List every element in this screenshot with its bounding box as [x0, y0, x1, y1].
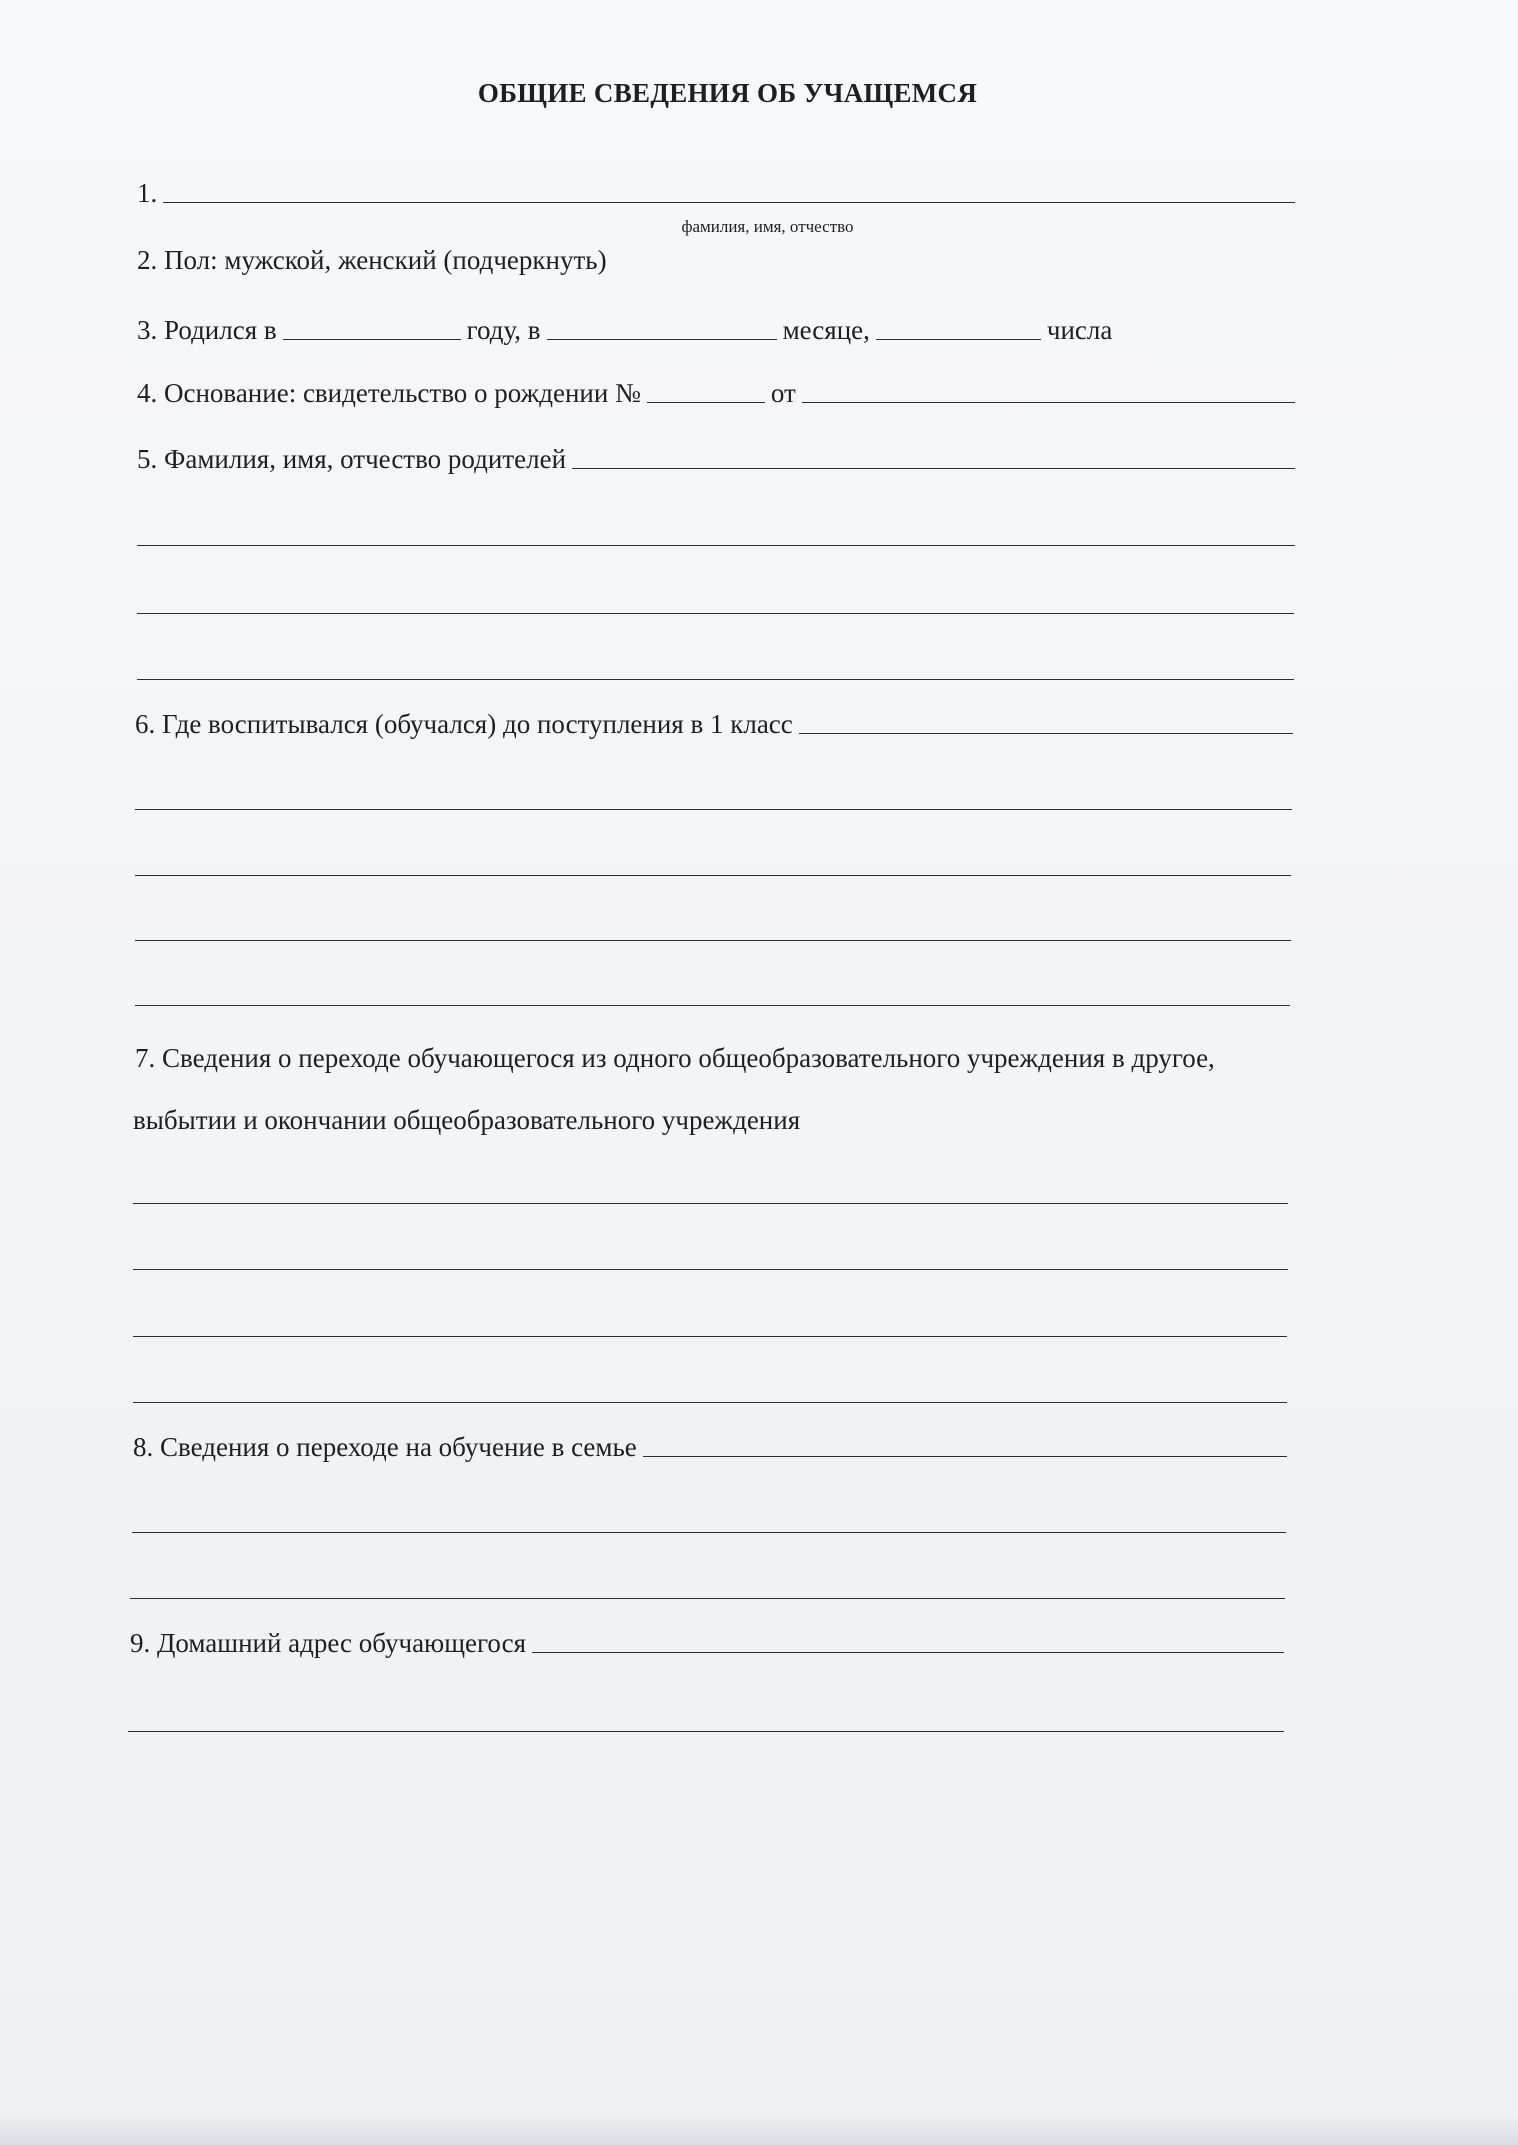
field-1-label: 1. [137, 178, 158, 208]
field-5-label: 5. Фамилия, имя, отчество родителей [137, 444, 567, 474]
field-parents-names [137, 444, 1295, 475]
field-6-label: 6. Где воспитывался (обучался) до поступления в 1 класс [135, 709, 793, 739]
family-education-line-2[interactable] [132, 1532, 1286, 1533]
family-education-line-1[interactable] [643, 1434, 1287, 1457]
field-7-label-line-1: 7. Сведения о переходе обучающегося из одного общеобразовательного учреждения в другое, [135, 1043, 1215, 1073]
parents-line-2[interactable] [137, 545, 1295, 546]
field-birth-certificate [137, 378, 1295, 409]
full-name-line[interactable] [163, 180, 1295, 203]
previous-education-line-2[interactable] [135, 809, 1292, 810]
field-previous-education [135, 709, 1293, 740]
field-family-education [133, 1432, 1287, 1463]
family-education-line-3[interactable] [130, 1598, 1285, 1599]
field-2-label: 2. Пол: мужской, женский (подчеркнуть) [137, 245, 607, 275]
field-gender[interactable] [137, 245, 607, 276]
home-address-line-1[interactable] [532, 1630, 1284, 1653]
home-address-line-2[interactable] [128, 1731, 1284, 1732]
field-7-label-line-2: выбытии и окончании общеобразовательного учреждения [133, 1105, 801, 1135]
previous-education-line-1[interactable] [799, 711, 1293, 734]
full-name-caption: фамилия, имя, отчество [681, 217, 854, 236]
page-title: ОБЩИЕ СВЕДЕНИЯ ОБ УЧАЩЕМСЯ [477, 78, 978, 108]
field-transfer-info-cont [133, 1105, 800, 1136]
transfer-line-2[interactable] [133, 1269, 1288, 1270]
page-bottom-edge [0, 2118, 1518, 2145]
birth-month-text: месяце, [782, 315, 870, 345]
field-transfer-info [135, 1043, 1215, 1074]
previous-education-line-3[interactable] [135, 875, 1291, 876]
certificate-date-line[interactable] [802, 380, 1295, 403]
previous-education-line-4[interactable] [135, 940, 1291, 941]
certificate-number-line[interactable] [647, 380, 765, 403]
parents-line-1[interactable] [572, 446, 1295, 469]
field-4-label: 4. Основание: свидетельство о рождении № [137, 378, 641, 408]
parents-line-4[interactable] [137, 679, 1294, 680]
previous-education-line-5[interactable] [135, 1005, 1290, 1006]
birth-day-text: числа [1046, 315, 1113, 345]
transfer-line-3[interactable] [133, 1336, 1287, 1337]
birth-year-line[interactable] [283, 317, 461, 340]
certificate-from-text: от [770, 378, 796, 408]
field-full-name[interactable] [137, 178, 1295, 209]
birth-day-line[interactable] [876, 317, 1041, 340]
field-3-label: 3. Родился в [137, 315, 277, 345]
field-home-address [130, 1628, 1284, 1659]
transfer-line-4[interactable] [133, 1402, 1287, 1403]
birth-year-text: году, в [466, 315, 541, 345]
birth-month-line[interactable] [547, 317, 777, 340]
field-9-label: 9. Домашний адрес обучающегося [130, 1628, 526, 1658]
field-birth-date [137, 315, 1112, 346]
field-8-label: 8. Сведения о переходе на обучение в семье [133, 1432, 637, 1462]
parents-line-3[interactable] [137, 613, 1294, 614]
transfer-line-1[interactable] [133, 1203, 1288, 1204]
